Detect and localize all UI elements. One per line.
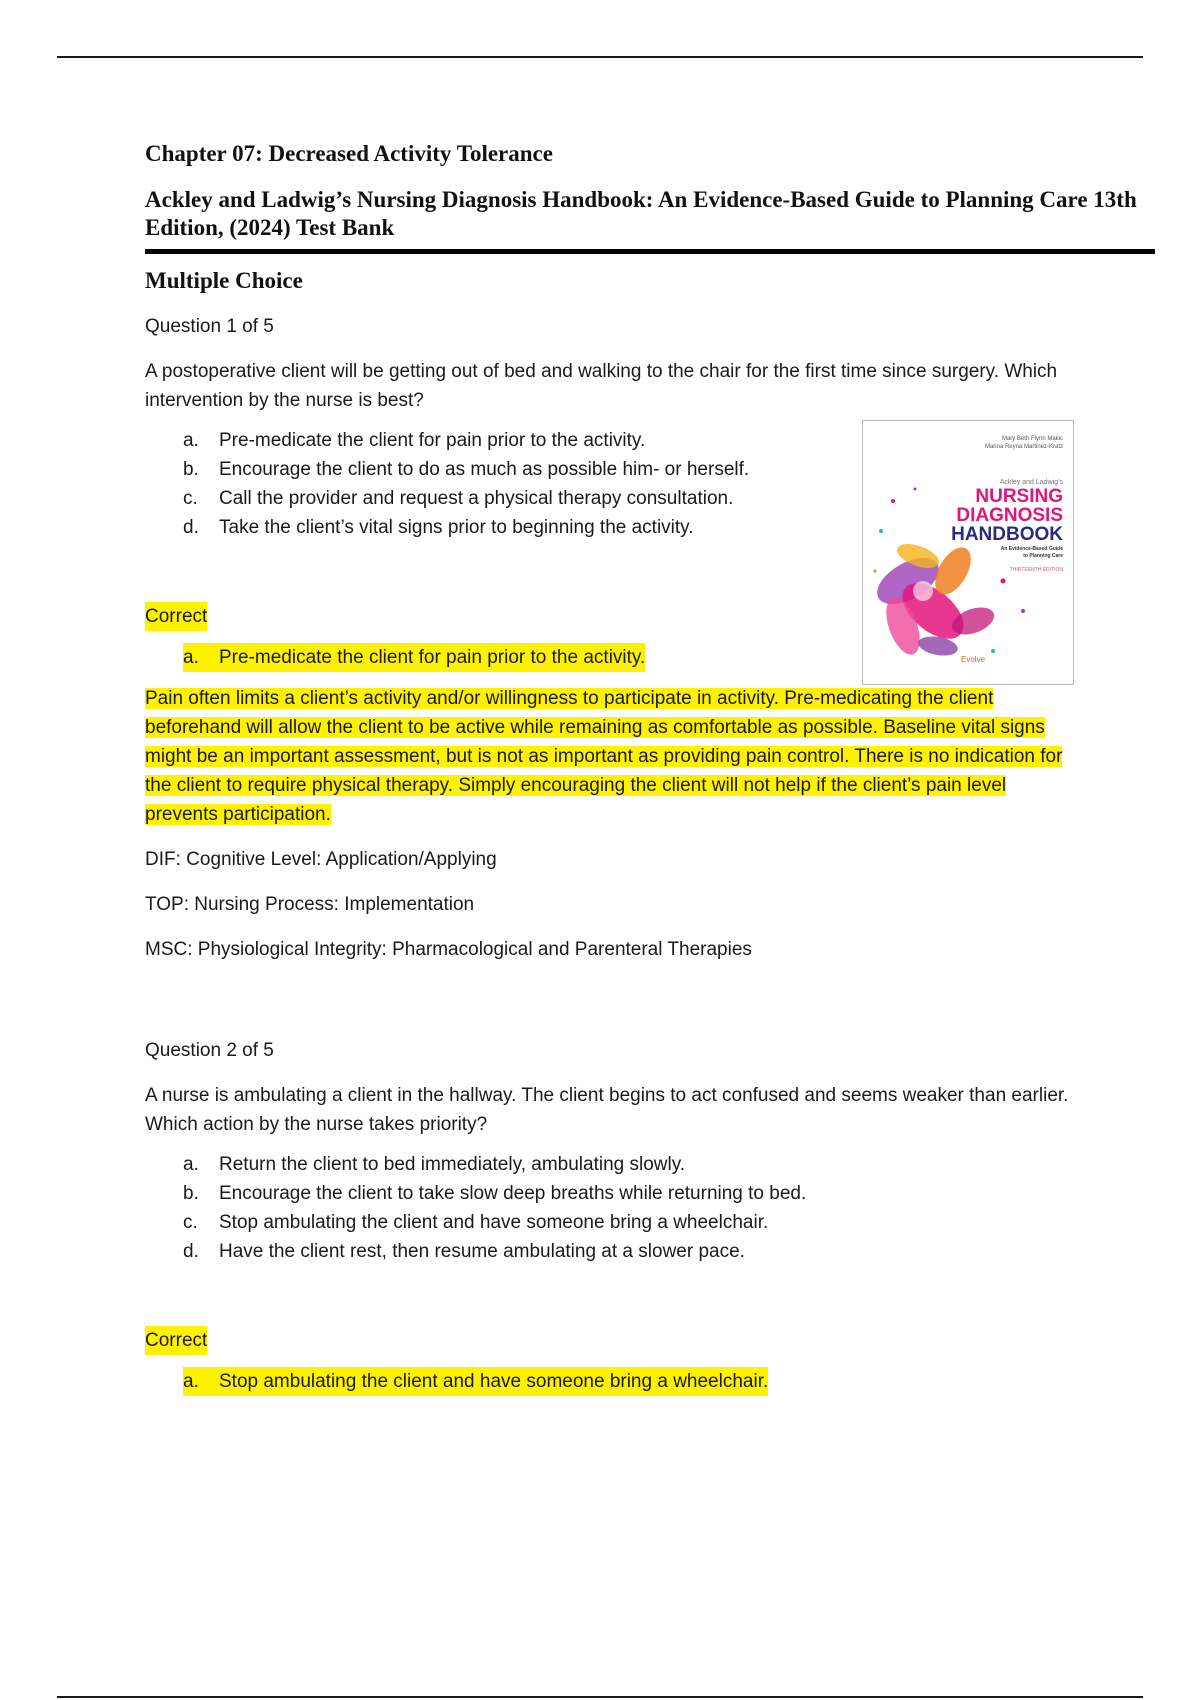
top-line: TOP: Nursing Process: Implementation: [145, 894, 475, 916]
option-text: Call the provider and request a physical therapy consultation.: [219, 488, 734, 510]
cover-subtitle: [1001, 546, 1063, 560]
cover-subtitle-line-1: An Evidence-Based Guide: [1000, 546, 1063, 552]
option-letter: d.: [183, 1241, 199, 1263]
dif-line: DIF: Cognitive Level: Application/Applying: [145, 849, 497, 871]
option-text: Encourage the client to take slow deep breaths while returning to bed.: [219, 1183, 807, 1205]
option-d: [183, 1237, 1155, 1266]
option-letter: b.: [183, 1183, 199, 1205]
option-text: Encourage the client to do as much as possible him- or herself.: [219, 459, 750, 481]
rationale: [145, 684, 1080, 829]
correct-answer: [183, 1367, 768, 1396]
option-text: Have the client rest, then resume ambulating at a slower pace.: [219, 1241, 745, 1263]
option-c: [183, 1208, 1155, 1237]
question-stem: A nurse is ambulating a client in the hallway. The client begins to act confused and seems weaker than earlier. Which action by the nurse takes priority?: [145, 1085, 1069, 1136]
cover-author-1: Mary Beth Flynn Makic: [1001, 436, 1063, 442]
option-letter: c.: [183, 488, 198, 510]
correct-label: Correct: [145, 602, 207, 631]
page-top-rule: [57, 56, 1143, 58]
option-text: Take the client’s vital signs prior to beginning the activity.: [219, 517, 694, 539]
flower-petals: [870, 539, 998, 659]
question-number: Question 2 of 5: [145, 1040, 274, 1062]
option-letter: b.: [183, 459, 199, 481]
answer-letter: a.: [183, 1371, 199, 1393]
title-divider: [145, 249, 1155, 254]
option-a: [183, 1150, 1155, 1179]
option-letter: a.: [183, 1154, 199, 1176]
correct-label: Correct: [145, 1326, 207, 1355]
option-letter: d.: [183, 517, 199, 539]
cover-ackley-label: Ackley and Ladwig’s: [999, 479, 1063, 486]
option-text: Stop ambulating the client and have someone bring a wheelchair.: [219, 1212, 769, 1234]
option-list: [145, 1150, 1155, 1266]
cover-title-line-2: DIAGNOSIS: [956, 505, 1063, 526]
document-page: [145, 140, 1155, 1396]
cover-title-line-1: NURSING: [975, 486, 1063, 507]
option-b: [183, 1179, 1155, 1208]
cover-title: [951, 487, 1063, 544]
chapter-title: Chapter 07: Decreased Activity Tolerance: [145, 141, 553, 166]
answer-letter: a.: [183, 647, 199, 669]
book-title: Ackley and Ladwig’s Nursing Diagnosis Handbook: An Evidence-Based Guide to Planning Care 13th Edition, (2024) Test Bank: [145, 186, 1137, 240]
cover-title-line-3: HANDBOOK: [951, 524, 1063, 545]
question-number: Question 1 of 5: [145, 316, 274, 338]
answer-text: Stop ambulating the client and have someone bring a wheelchair.: [219, 1371, 769, 1393]
cover-author-2: Marina Reyna Martinez-Kratz: [984, 444, 1063, 450]
cover-edition: THIRTEENTH EDITION: [1009, 567, 1063, 573]
question-2: [145, 1036, 1155, 1396]
option-letter: a.: [183, 430, 199, 452]
option-letter: c.: [183, 1212, 198, 1234]
evolve-logo: Evolve: [961, 655, 986, 664]
rationale-text: Pain often limits a client’s activity and/or willingness to participate in activity. Pre-medicating the client beforehand will allow the client to be active while remaining as comfortable as possible. Baseline vital signs might be an important assessment, but is not as important as providing pain control. There is no indication for the client to require physical therapy. Simply encouraging the client will not help if the client’s pain level prevents participation.: [145, 688, 1063, 826]
cover-authors: [985, 435, 1063, 451]
msc-line: MSC: Physiological Integrity: Pharmacological and Parenteral Therapies: [145, 939, 752, 961]
question-stem: A postoperative client will be getting out of bed and walking to the chair for the first time since surgery. Which intervention by the nurse is best?: [145, 361, 1058, 412]
correct-answer: [183, 643, 645, 672]
cover-subtitle-line-2: to Planning Care: [1023, 553, 1063, 559]
page-bottom-rule: [57, 1696, 1143, 1698]
option-text: Return the client to bed immediately, ambulating slowly.: [219, 1154, 686, 1176]
book-cover-image: [862, 420, 1074, 685]
option-text: Pre-medicate the client for pain prior to the activity.: [219, 430, 646, 452]
section-heading: Multiple Choice: [145, 267, 303, 293]
answer-text: Pre-medicate the client for pain prior to the activity.: [219, 647, 646, 669]
